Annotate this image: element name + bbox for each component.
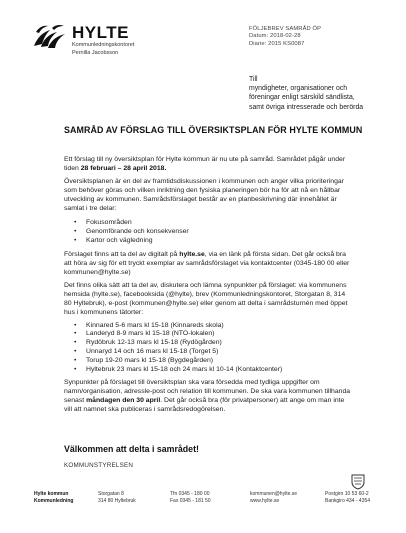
hylte-link[interactable]: hylte.se	[179, 251, 205, 259]
logo-name: HYLTE	[72, 23, 129, 42]
document-reference	[249, 26, 321, 48]
footer-address-line: Storgatan 8	[98, 491, 124, 497]
footer-org-name: Hylte kommun	[34, 491, 69, 497]
intro-text: Ett förslag till ny översiktsplan för Hylte kommun är nu ute på samråd. Samrådet pågår under tiden	[64, 156, 346, 172]
footer-address	[98, 491, 136, 504]
footer-phone	[170, 491, 211, 504]
list-item: • Unnaryd 14 och 16 mars kl 15-18 (Torget 5)	[64, 348, 354, 357]
doc-date: Datum: 2018-02-28	[249, 33, 301, 40]
footer-website[interactable]: www.hylte.se	[250, 497, 280, 504]
ways-paragraph: Det finns olika sätt att ta del av, diskutera och lämna synpunkter på förslaget: via kommunens hemsida (hylte.se), facebooksida (@hylte), brev (Kommunledningskontoret, Storgatan 8, 314 80 Hyltebruk), e-post (kommunen@hylte.se) eller genom att delta i samrådsturnén med öppet hus i kommunens tätorter:	[64, 281, 348, 316]
footer-org	[34, 491, 73, 504]
contact-person: Pernilla Jacobsson	[72, 50, 119, 56]
availability-paragraph	[64, 251, 354, 278]
footer-bankgiro: Bankgiro 434 - 4354	[325, 497, 371, 504]
doc-diary: Diarie: 2015 KS0087	[249, 40, 305, 47]
welcome-heading: Välkommen att delta i samrådet!	[64, 444, 199, 454]
plan-parts-list	[64, 219, 354, 246]
recipient-line: samt övriga intresserade och berörda	[249, 103, 364, 111]
footer-bank	[325, 491, 370, 504]
letter-body	[64, 156, 354, 419]
list-item: • Torup 19-20 mars kl 15-18 (Bygdegården)	[64, 357, 354, 366]
submission-paragraph	[64, 379, 354, 415]
footer-fax-line: Fax 0345 - 181 50	[170, 497, 211, 504]
office-name: Kommunledningskontoret	[72, 42, 135, 48]
footer-address-line: 314 80 Hyltebruk	[98, 497, 136, 504]
doc-type: FÖLJEBREV SAMRÅD ÖP	[249, 26, 322, 32]
footer-web	[250, 491, 297, 504]
deadline: måndagen den 30 april	[86, 396, 161, 404]
consultation-period: 28 februari – 28 april 2018.	[80, 164, 167, 172]
recipient-line: myndigheter, organisationer och	[249, 85, 348, 93]
recipient-line: föreningar enligt särskild sändlista,	[249, 94, 355, 102]
letter-title: SAMRÅD AV FÖRSLAG TILL ÖVERSIKTSPLAN FÖR HYLTE KOMMUN	[64, 125, 363, 135]
meetings-list	[64, 322, 354, 375]
submission-text-after: . Det går också bra (för privatpersoner) att ange om man inte vill att namnet ska publiceras i samrådsredogörelsen.	[64, 396, 345, 413]
intro-paragraph	[64, 156, 354, 174]
hylte-logo	[32, 24, 134, 57]
footer-org-unit: Kommunledning	[34, 497, 74, 504]
submission-text: Synpunkter på förslaget till översiktsplan ska vara försedda med tydliga uppgifter om namn/organisation, adressle-post och relation till kommunen. De ska vara kommunen tillhanda senast	[64, 378, 351, 404]
signature: KOMMUNSTYRELSEN	[64, 462, 134, 469]
recipient-line: Till	[249, 76, 258, 83]
list-item: • Fokusområden	[64, 219, 354, 228]
description-paragraph: Översiktsplanen är en del av framtidsdiskussionen i kommunen och anger vilka prioriteringar som behöver göras och vilken inriktning den fysiska planeringen bör ha för att nå en hållbar utveckling av kommunen. Samrådsförslaget består av en planbeskrivning där innehållet är samlat i tre delar:	[64, 177, 344, 212]
footer-email[interactable]: kommunen@hylte.se	[250, 491, 298, 497]
list-item: • Rydöbruk 12-13 mars kl 15-18 (Rydögården)	[64, 339, 354, 348]
list-item: • Landeryd 8-9 mars kl 15-18 (NTO-lokalen)	[64, 330, 354, 339]
list-item: • Kartor och vägledning	[64, 237, 354, 246]
recipients-block	[249, 75, 363, 112]
footer-postgiro: Postgiro 10 53 60-2	[325, 491, 369, 497]
footer-phone-line: Tfn 0345 - 180 00	[170, 491, 210, 497]
municipal-crest-icon	[351, 474, 365, 490]
availability-text-after: , via en länk på första sidan. Det går också bra att höra av sig för ett tryckt exemplar av samrådsförslaget via kontaktcenter (0345-180 00 eller kommunen@hylte.se)	[64, 251, 350, 276]
list-item: • Hyltebruk 23 mars kl 15-18 och 24 mars kl 10-14 (Kontaktcenter)	[64, 366, 354, 375]
hylte-logo-icon	[32, 24, 68, 50]
availability-text: Förslaget finns att ta del av digitalt på	[64, 251, 178, 259]
list-item: • Kinnared 5-6 mars kl 15-18 (Kinnareds skola)	[64, 322, 354, 331]
list-item: • Genomförande och konsekvenser	[64, 228, 354, 237]
